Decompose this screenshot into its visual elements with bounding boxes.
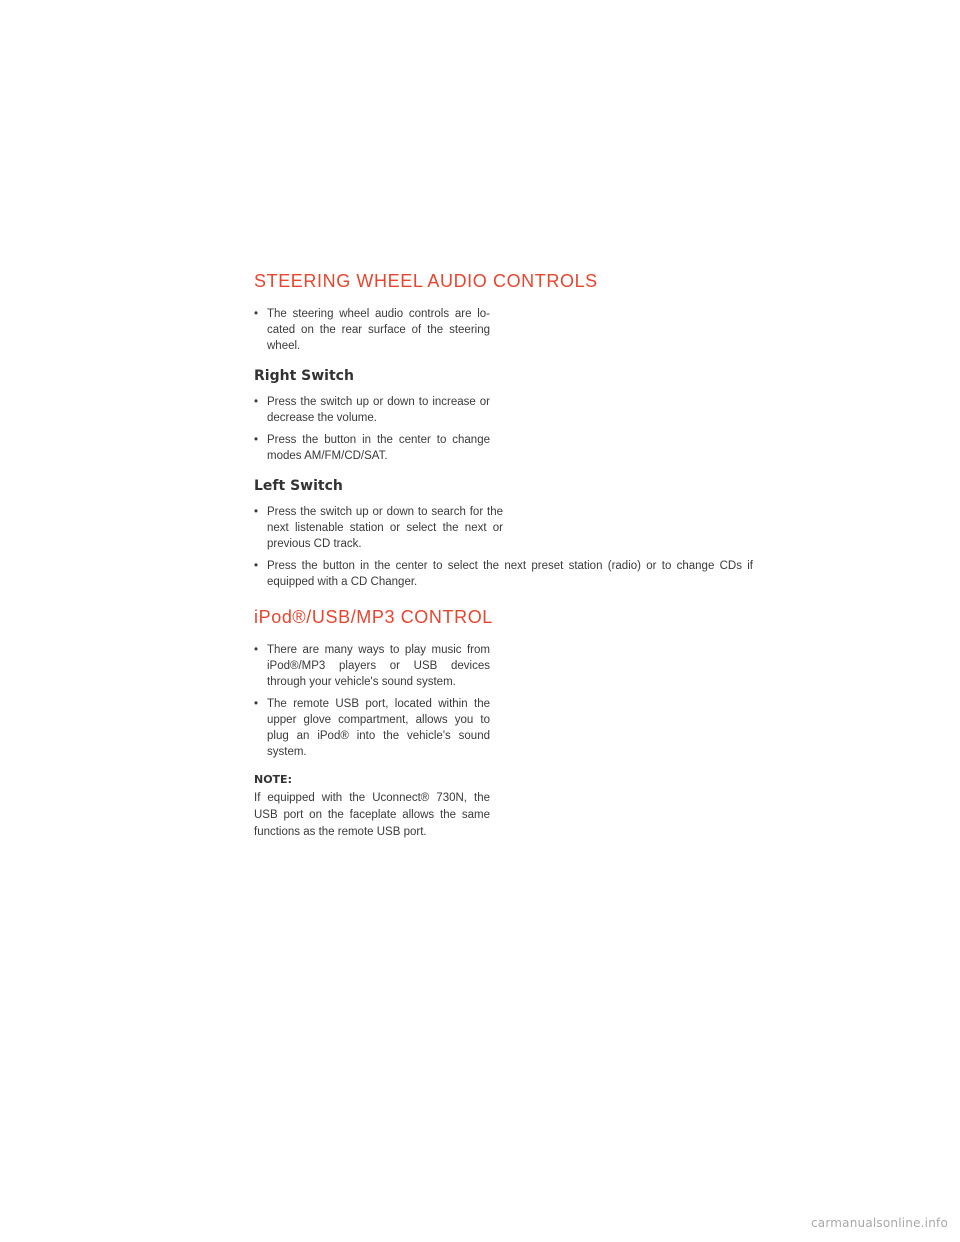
list-item: • The remote USB port, located within the upper glove compartment, allows you to plug an iPod® into the vehicle's sound system.	[254, 698, 490, 758]
section-title-steering-wheel-audio-controls: STEERING WHEEL AUDIO CONTROLS	[254, 271, 598, 291]
bullet-icon: •	[254, 560, 259, 572]
bullet-icon: •	[254, 698, 259, 710]
subheading-right-switch: Right Switch	[254, 368, 354, 384]
bullet-icon: •	[254, 506, 259, 518]
ipod-usb-list	[254, 642, 490, 760]
section-title-ipod-usb-mp3-control: iPod®/USB/MP3 CONTROL	[254, 607, 493, 627]
list-item: • Press the switch up or down to increase or decrease the volume.	[254, 396, 490, 424]
bullet-icon: •	[254, 434, 259, 446]
bullet-icon: •	[254, 308, 259, 320]
right-switch-list	[254, 394, 490, 464]
left-switch-list	[254, 504, 774, 590]
note-text: If equipped with the Uconnect® 730N, the USB port on the faceplate allows the same functions as the remote USB port.	[254, 792, 490, 838]
list-item: • The steering wheel audio controls are lo-cated on the rear surface of the steering wheel.	[254, 308, 490, 352]
bullet-icon: •	[254, 644, 259, 656]
page-content	[254, 268, 774, 841]
list-item: • Press the button in the center to select the next preset station (radio) or to change CDs if equipped with a CD Changer.	[254, 560, 753, 588]
site-watermark: carmanualsonline.info	[811, 1216, 948, 1230]
list-item: • There are many ways to play music from iPod®/MP3 players or USB devices through your vehicle's sound system.	[254, 644, 490, 688]
note-label: NOTE:	[254, 773, 292, 786]
bullet-icon: •	[254, 396, 259, 408]
list-item: • Press the switch up or down to search for the next listenable station or select the next or previous CD track.	[254, 506, 503, 550]
list-item: • Press the button in the center to change modes AM/FM/CD/SAT.	[254, 434, 490, 462]
steering-controls-list	[254, 306, 490, 354]
subheading-left-switch: Left Switch	[254, 478, 343, 494]
